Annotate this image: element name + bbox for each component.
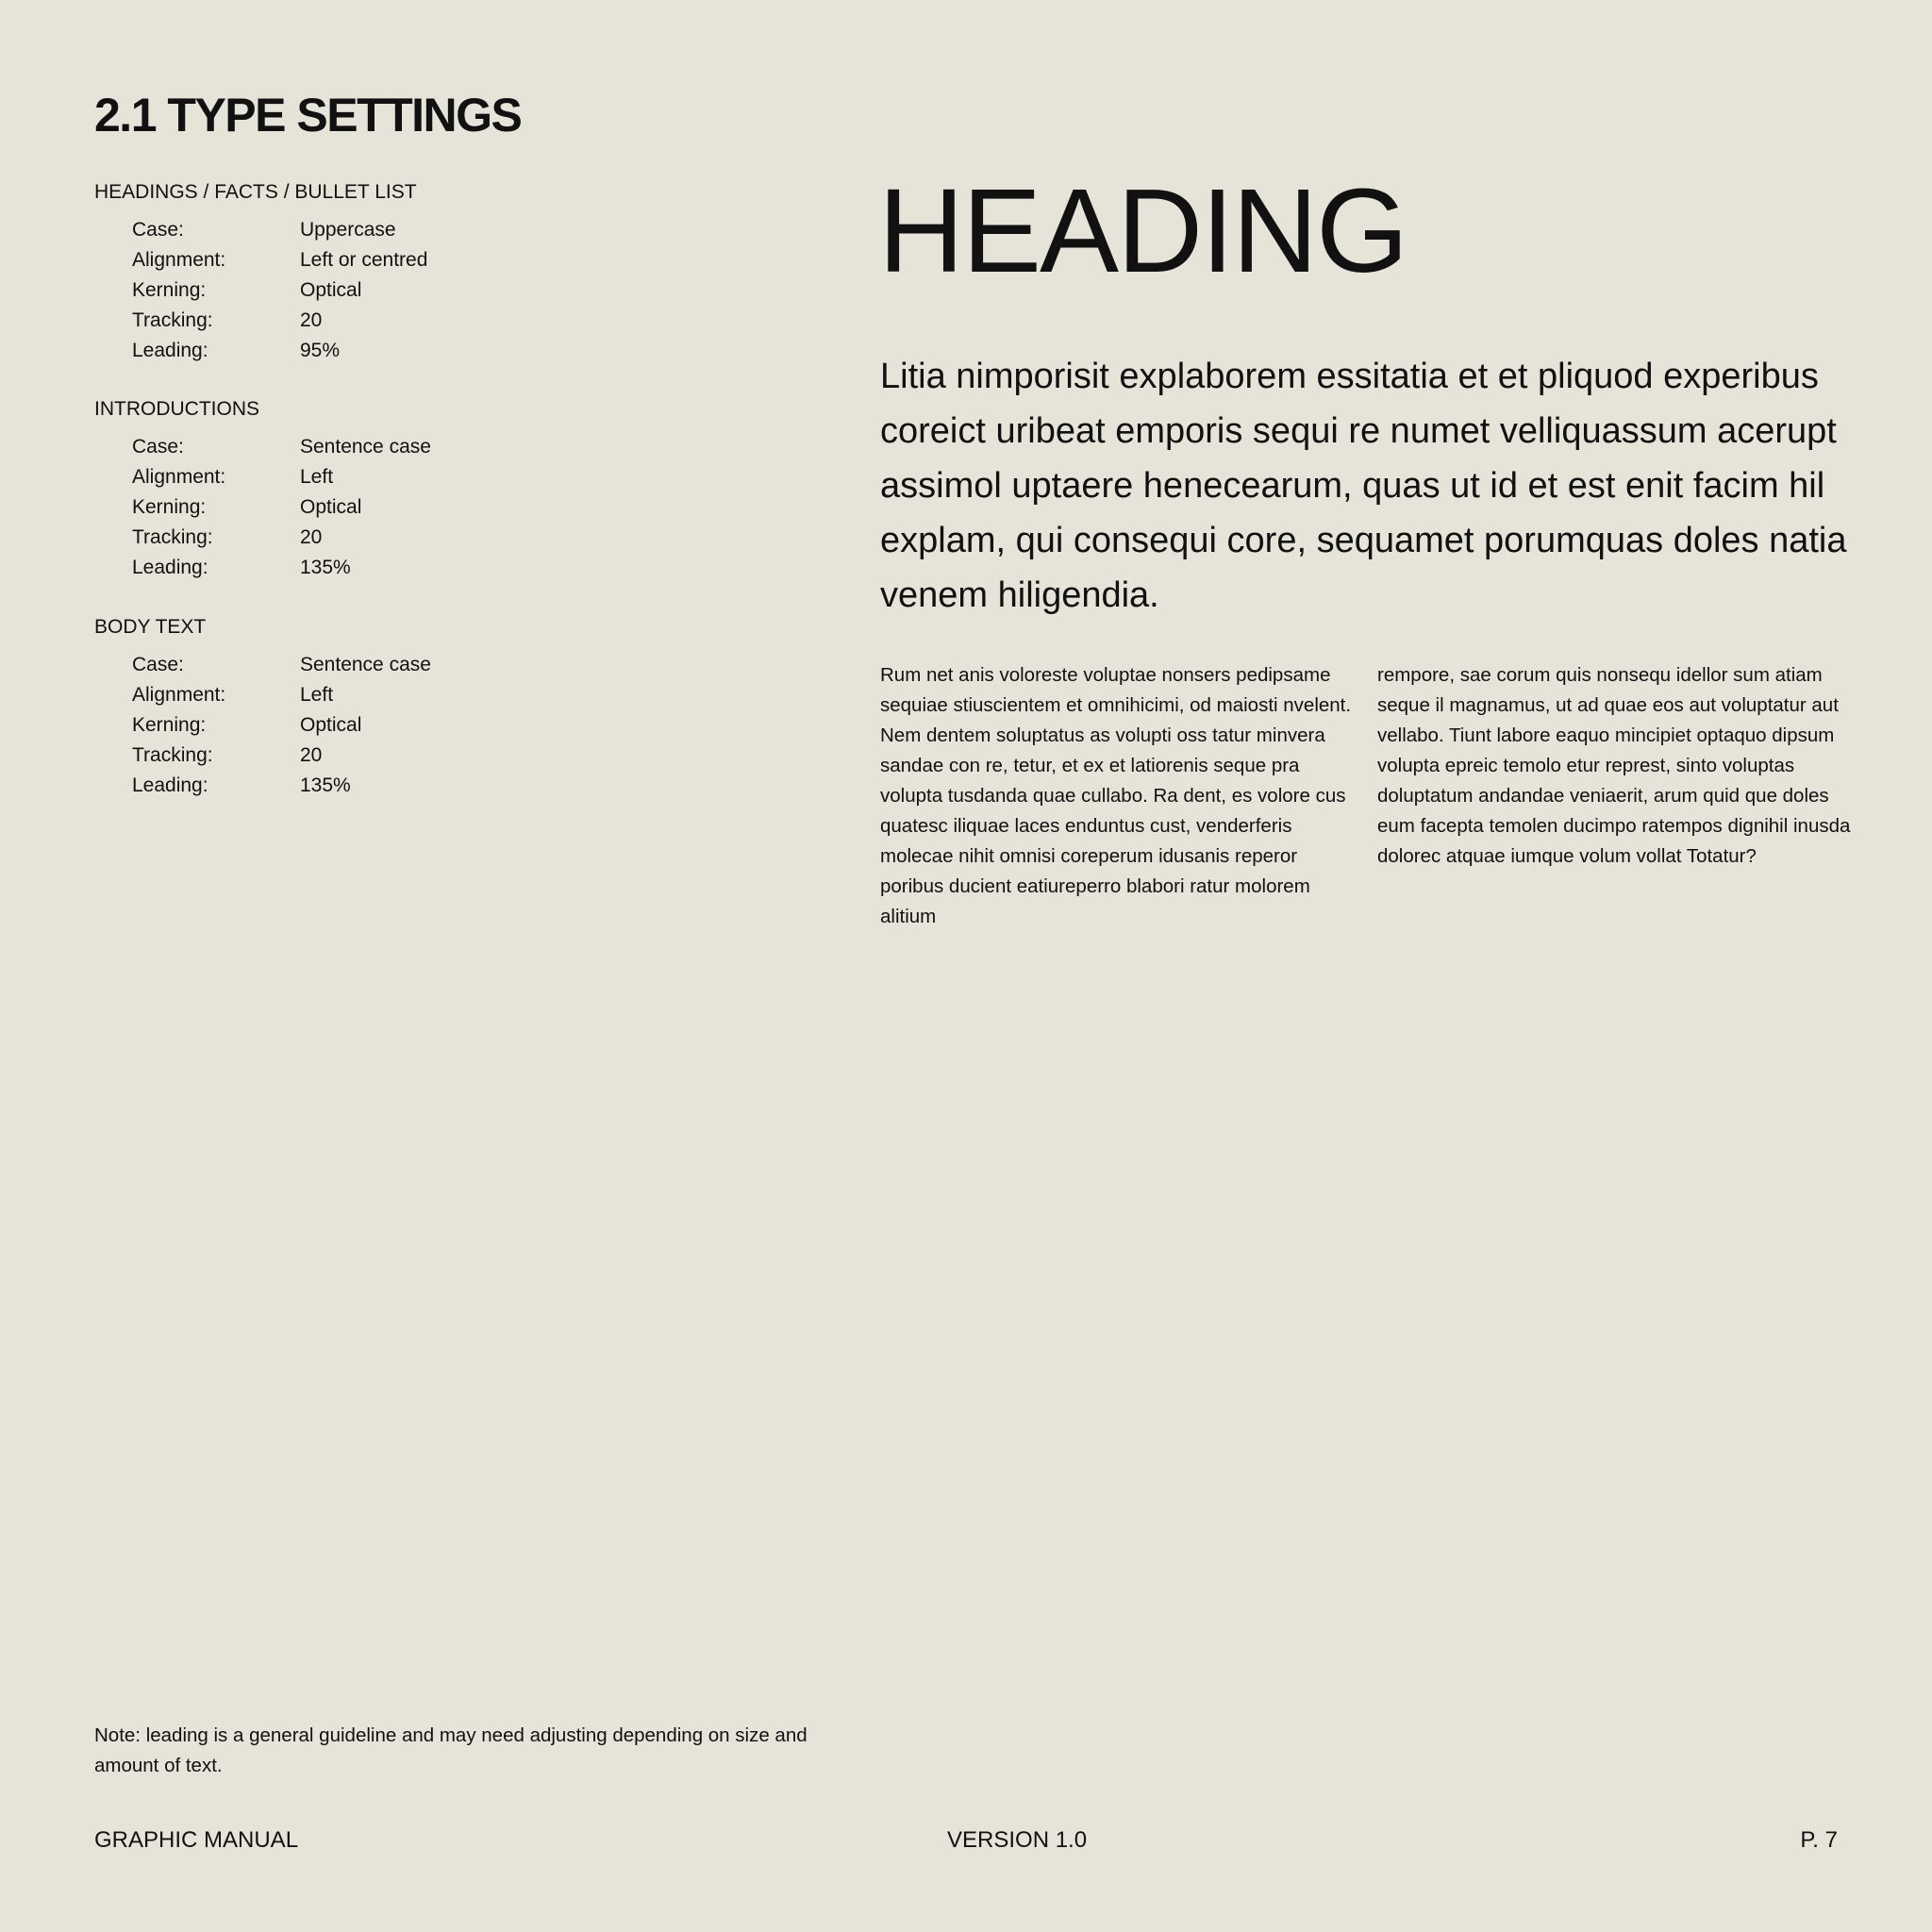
spec-value: Optical [300,714,362,736]
spec-value: 135% [300,557,351,578]
footer-manual-title: GRAPHIC MANUAL [94,1827,299,1853]
spec-row-alignment [94,462,755,492]
spec-label: Alignment: [132,249,226,271]
spec-label: Case: [132,436,184,458]
sample-body-column-1: Rum net anis voloreste voluptae nonsers pedipsame sequiae stiuscientem et omnihicimi, od maiosti nvelent. Nem dentem soluptatus as volupti oss tatur minvera sandae con re, tetur, et ex et latiorenis seque pra volupta tusdanda quae cullabo. Ra dent, es volore cus quatesc iliquae laces enduntus cust, venderferis molecae nihit omnisi coreperum idusanis reperor poribus ducient eatiureperro blabori ratur molorem alitium [880,664,1352,927]
spec-row-leading [94,553,755,583]
section-title: 2.1 TYPE SETTINGS [94,89,522,142]
spec-group-introductions [94,394,755,583]
spec-label: Kerning: [132,279,207,301]
spec-row-kerning [94,275,755,306]
footer-version: VERSION 1.0 [947,1827,1088,1853]
spec-row-tracking [94,306,755,336]
spec-value: Optical [300,279,362,301]
spec-value: Uppercase [300,219,396,241]
spec-group-body-text [94,612,755,801]
spec-label: Leading: [132,774,208,796]
spec-label: Alignment: [132,466,226,488]
spec-label: Leading: [132,340,208,361]
spec-label: Kerning: [132,714,207,736]
spec-label: Kerning: [132,496,207,518]
spec-label: Case: [132,219,184,241]
spec-row-case [94,432,755,462]
spec-row-tracking [94,741,755,771]
spec-value: Sentence case [300,654,431,675]
spec-value: 20 [300,744,323,766]
spec-row-tracking [94,523,755,553]
spec-value: 20 [300,309,323,331]
spec-label: Alignment: [132,684,226,706]
sample-introduction: Litia nimporisit explaborem essitatia et et pliquod experibus coreict uribeat emporis sequi re numet velliquassum acerupt assimol uptaere henecearum, quas ut id et est enit facim hil explam, qui consequi core, sequamet porumquas doles natia venem hiligendia. [880,357,1847,615]
spec-group-title: INTRODUCTIONS [94,398,259,420]
spec-row-alignment [94,680,755,710]
spec-label: Case: [132,654,184,675]
spec-row-leading [94,771,755,801]
spec-value: Sentence case [300,436,431,458]
spec-group-title: HEADINGS / FACTS / BULLET LIST [94,181,417,203]
spec-label: Tracking: [132,526,213,548]
spec-row-case [94,215,755,245]
spec-group-headings [94,177,755,366]
spec-value: Left [300,684,334,706]
footer-page-number: P. 7 [1800,1827,1838,1853]
spec-row-kerning [94,710,755,741]
spec-value: Left or centred [300,249,428,271]
spec-row-alignment [94,245,755,275]
spec-label: Tracking: [132,309,213,331]
page-footer [94,1824,1838,1857]
spec-row-case [94,650,755,680]
sample-body-column-2: rempore, sae corum quis nonsequ idellor sum atiam seque il magnamus, ut ad quae eos aut voluptatur aut vellabo. Tiunt labore eaquo mincipiet optaquo dipsum volupta epreic temolo etur represt, sinto voluptas doluptatum andandae veniaerit, arum quid que doles eum facepta temolen ducimpo ratempos dignihil inusda dolorec atquae iumque volum vollat Totatur? [1377,664,1851,867]
spec-value: 95% [300,340,341,361]
spec-label: Leading: [132,557,208,578]
spec-group-title: BODY TEXT [94,616,207,638]
spec-value: Optical [300,496,362,518]
sample-heading: HEADING [878,164,1407,297]
spec-row-kerning [94,492,755,523]
spec-value: Left [300,466,334,488]
spec-value: 20 [300,526,323,548]
spec-row-leading [94,336,755,366]
spec-label: Tracking: [132,744,213,766]
leading-note: Note: leading is a general guideline and may need adjusting depending on size and amount of text. [94,1724,808,1776]
spec-value: 135% [300,774,351,796]
